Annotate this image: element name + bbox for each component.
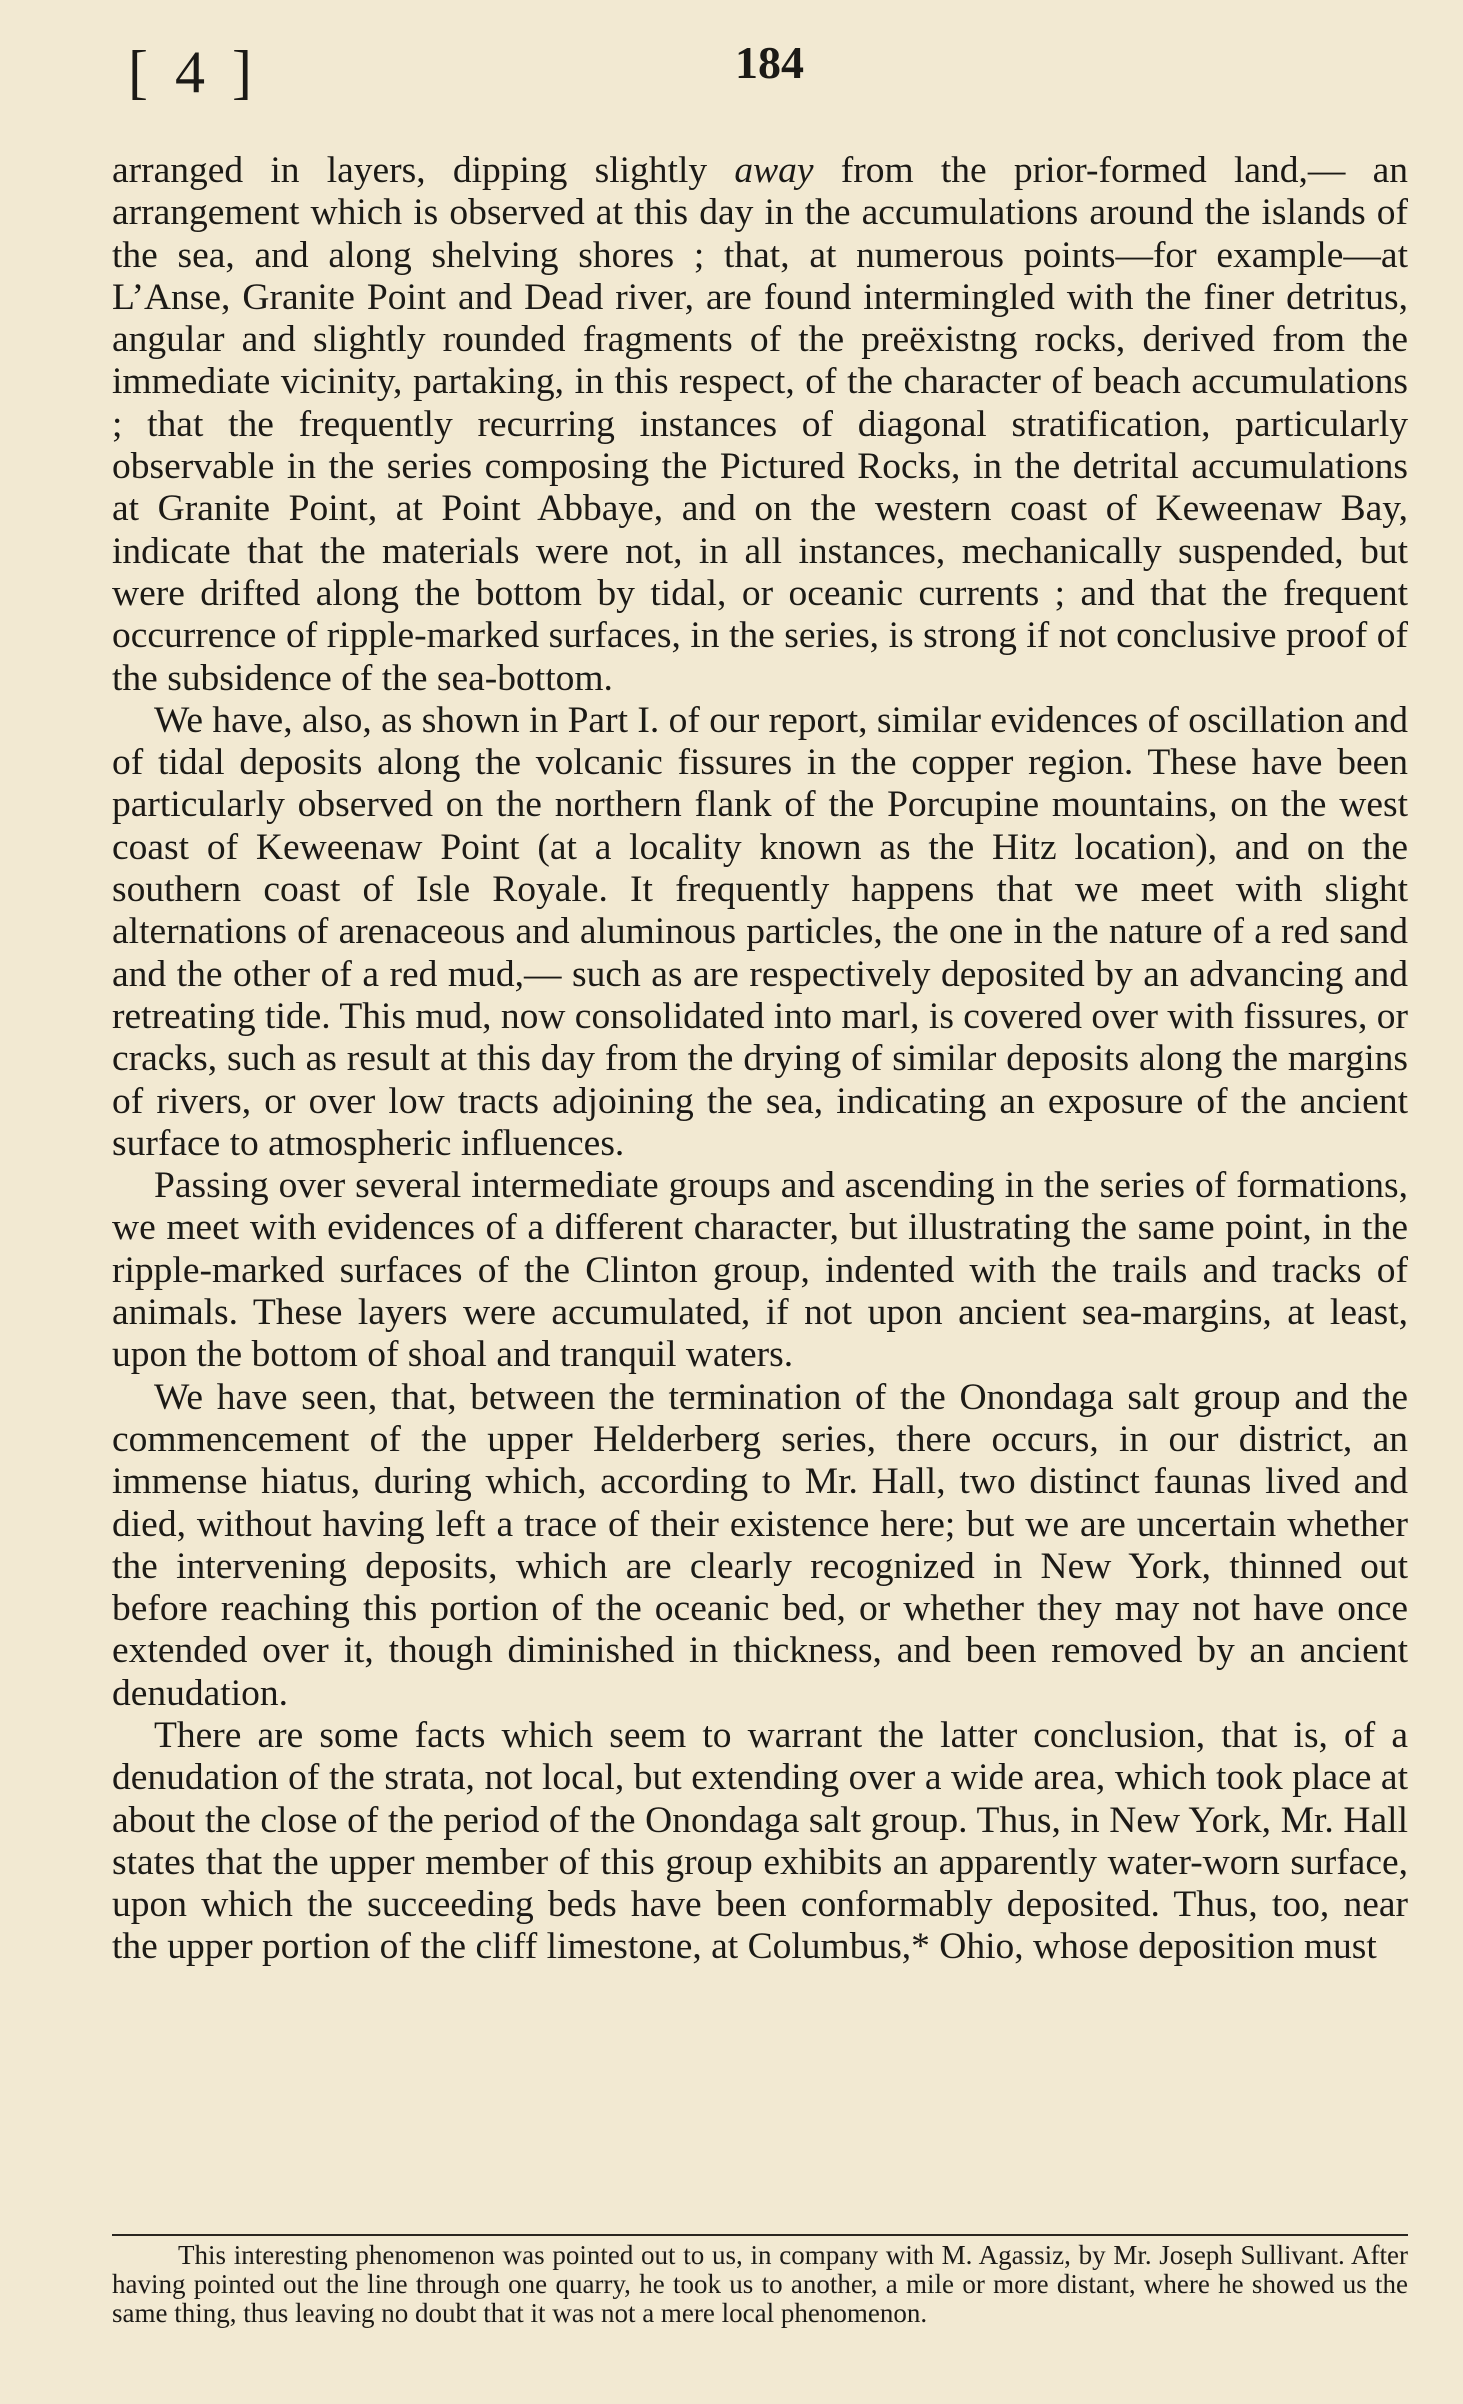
- footnote-text: This interesting phenomenon was pointed out to us, in company with M. Agassiz, by Mr. Joseph Sullivant. After having pointed out the line through one quarry, he took us to another, a mile or more distant, where he showed us the same thing, thus leaving no doubt that it was not a mere local phenomenon.: [112, 2240, 1408, 2328]
- page-number: 184: [735, 37, 804, 88]
- paragraph-3: Passing over several intermediate groups and ascending in the series of formations, we meet with evidences of a different character, but illustrating the same point, in the ripple-marked surfaces of the Clinton group, indented with the trails and tracks of animals. These layers were accumulated, if not upon ancient sea-margins, at least, upon the bottom of shoal and tranquil waters.: [112, 1165, 1408, 1376]
- page-header: [0, 0, 1463, 120]
- paragraph-2: We have, also, as shown in Part I. of our report, similar evidences of oscillation and of tidal deposits along the volcanic fissures in the copper region. These have been particularly observed on the northern flank of the Porcupine mountains, on the west coast of Keweenaw Point (at a locality known as the Hitz location), and on the southern coast of Isle Royale. It frequently happens that we meet with slight alternations of arenaceous and aluminous particles, the one in the nature of a red sand and the other of a red mud,— such as are respectively deposited by an advancing and retreating tide. This mud, now consolidated into marl, is covered over with fissures, or cracks, such as result at this day from the drying of similar deposits along the margins of rivers, or over low tracts adjoining the sea, indicating an exposure of the ancient surface to atmospheric influences.: [112, 699, 1408, 1164]
- paragraph-5: There are some facts which seem to warrant the latter conclusion, that is, of a denudation of the strata, not local, but extending over a wide area, which took place at about the close of the period of the Onondaga salt group. Thus, in New York, Mr. Hall states that the upper member of this group exhibits an apparently water-worn surface, upon which the succeeding beds have been conformably deposited. Thus, too, near the upper portion of the cliff limestone, at Columbus,* Ohio, whose deposition must: [112, 1714, 1408, 1968]
- part-label: [ 4 ]: [128, 39, 258, 105]
- paragraph-4: We have seen, that, between the termination of the Onondaga salt group and the commencement of the upper Helderberg series, there occurs, in our district, an immense hiatus, during which, according to Mr. Hall, two distinct faunas lived and died, without having left a trace of their existence here; but we are uncertain whether the intervening deposits, which are clearly recognized in New York, thinned out before reaching this portion of the oceanic bed, or whether they may not have once extended over it, though diminished in thickness, and been removed by an ancient denudation.: [112, 1376, 1408, 1714]
- footnote-divider: [112, 2234, 1408, 2236]
- paragraph-1: arranged in layers, dipping slightly away from the prior-formed land,— an arrangement which is observed at this day in the accumulations around the islands of the sea, and along shelving shores ; that, at numerous points—for example—at L’Anse, Granite Point and Dead river, are found intermingled with the finer detritus, angular and slightly rounded fragments of the preëxistng rocks, derived from the immediate vicinity, partaking, in this respect, of the character of beach accumulations ; that the frequently recurring instances of diagonal stratification, particularly observable in the series composing the Pictured Rocks, in the detrital accumulations at Granite Point, at Point Abbaye, and on the western coast of Keweenaw Bay, indicate that the materials were not, in all instances, mechanically suspended, but were drifted along the bottom by tidal, or oceanic currents ; and that the frequent occurrence of ripple-marked surfaces, in the series, is strong if not conclusive proof of the subsidence of the sea-bottom.: [112, 150, 1408, 699]
- body-text: [112, 150, 1408, 1969]
- italic-word: away: [734, 150, 814, 191]
- footnote: [112, 2241, 1408, 2328]
